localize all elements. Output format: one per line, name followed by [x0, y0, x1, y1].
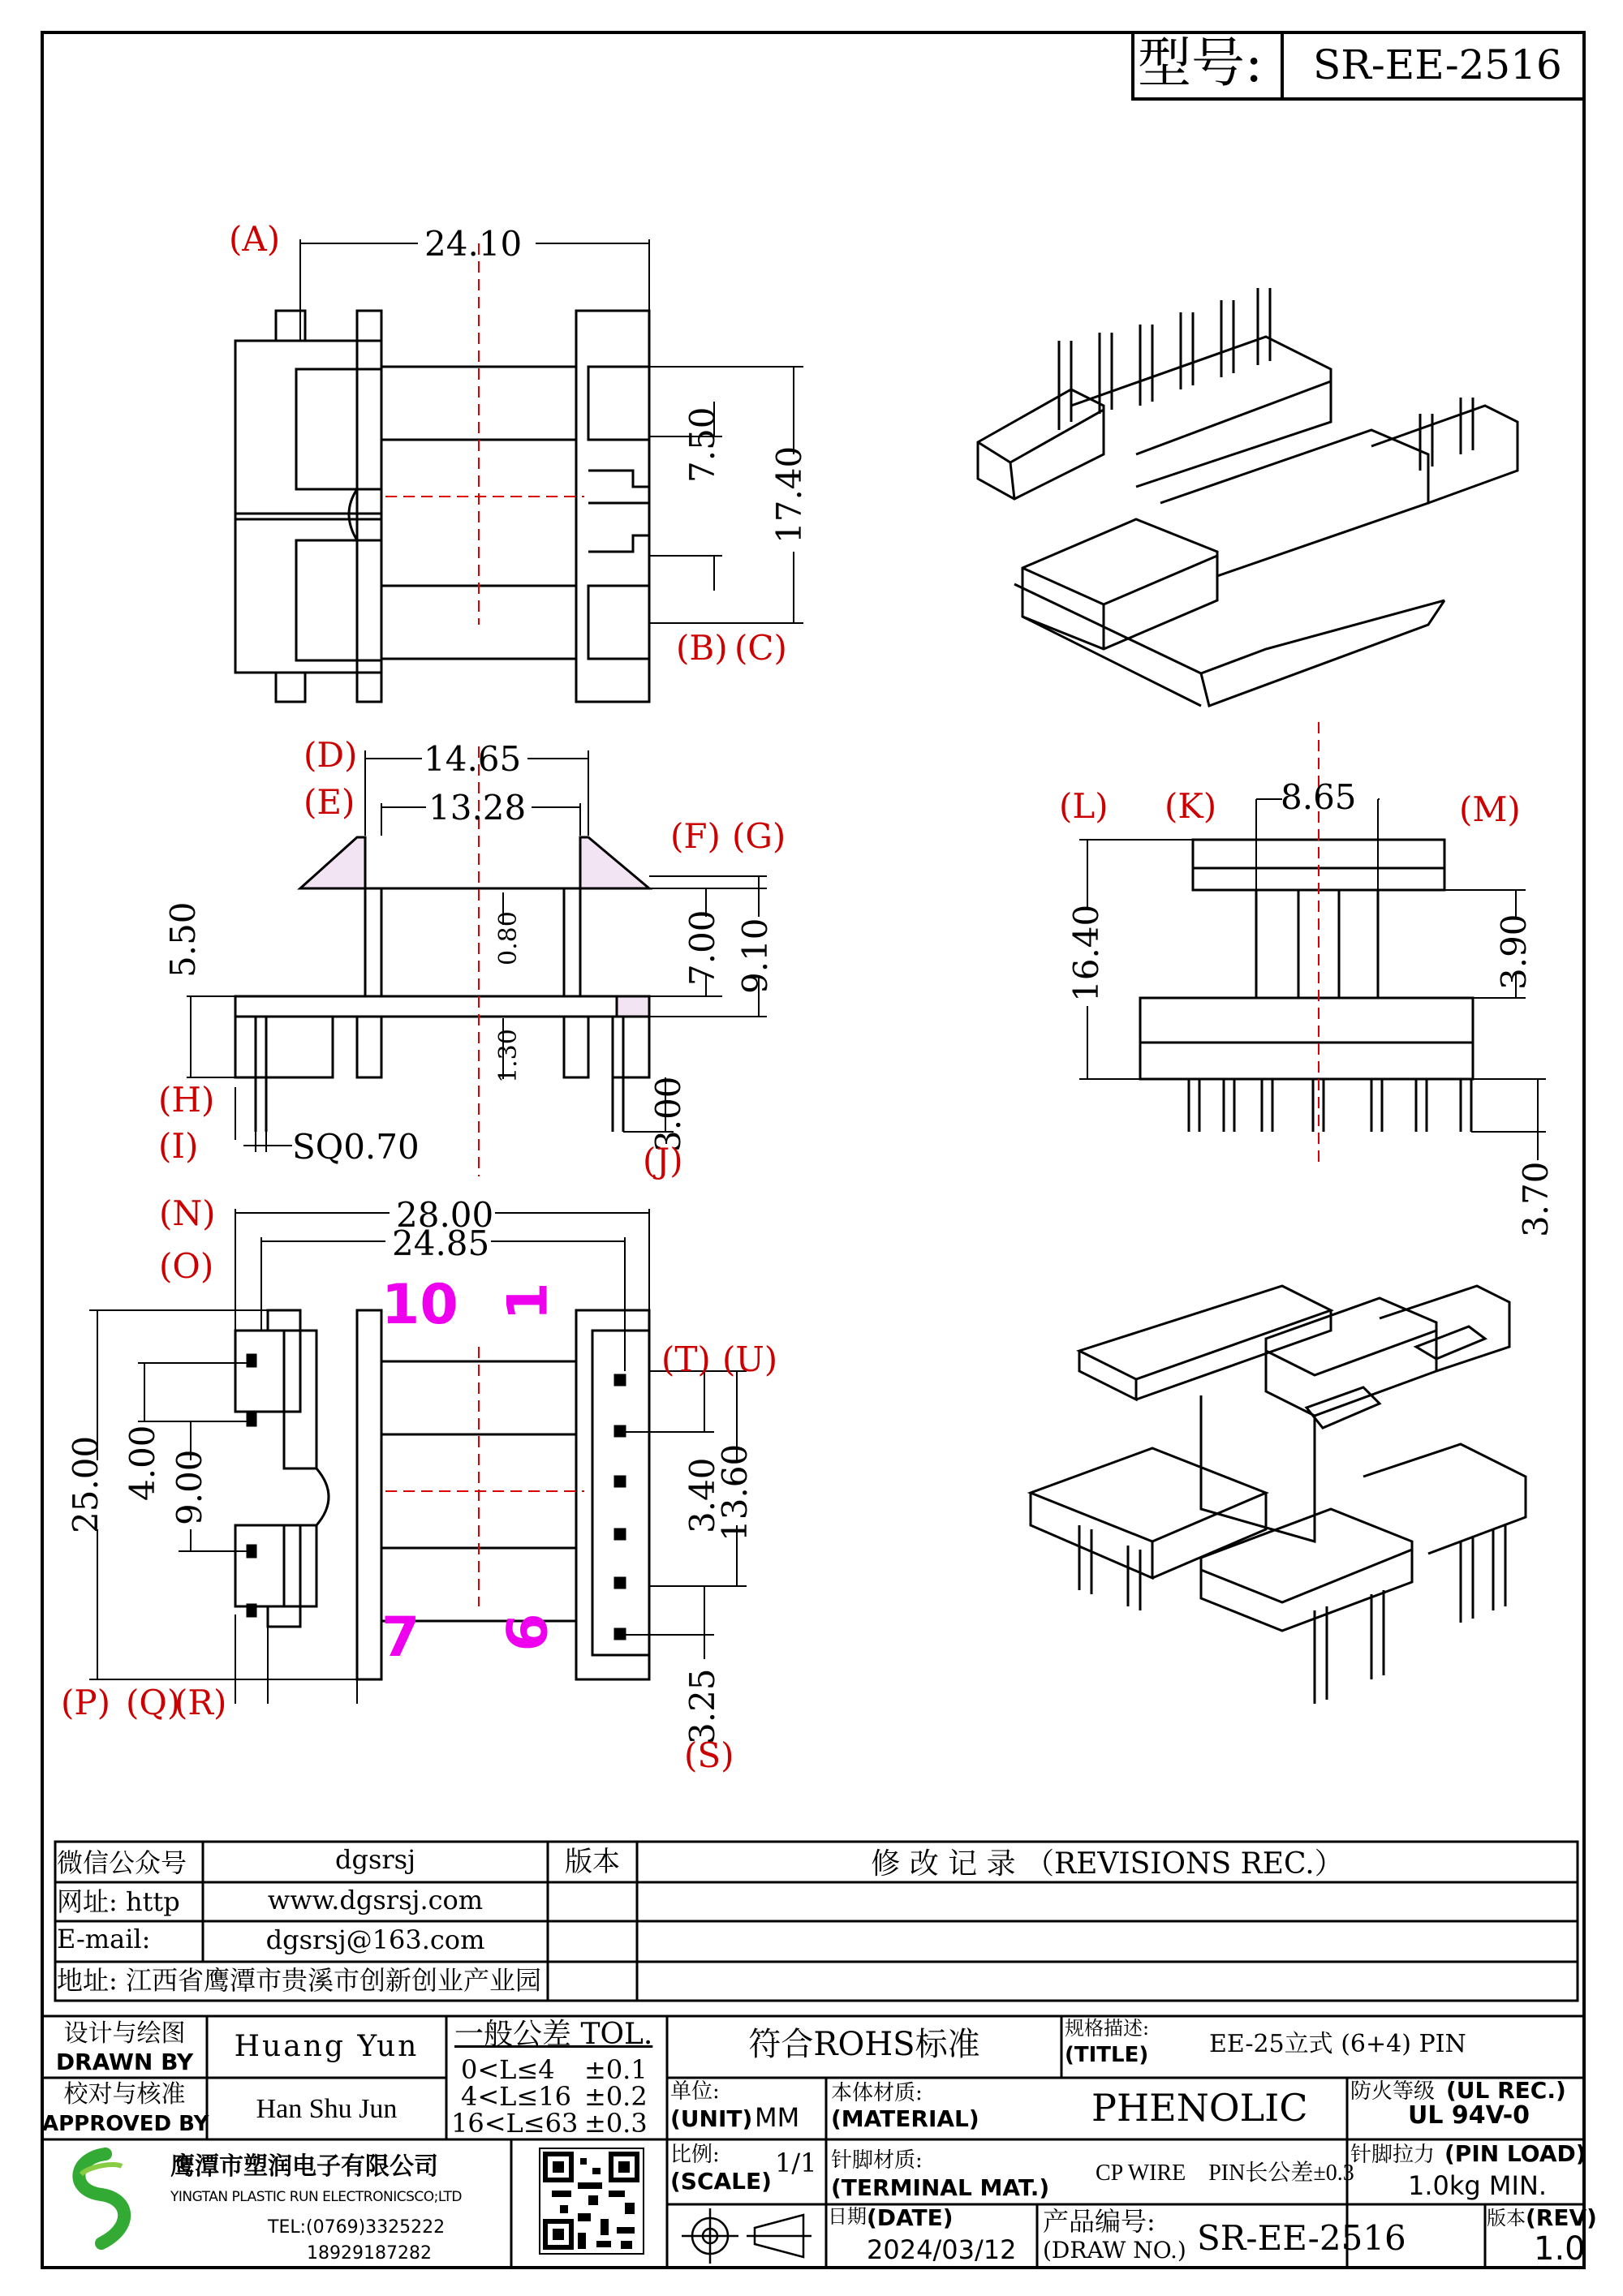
callout-d: (D)	[304, 735, 358, 775]
callout-g: (G)	[732, 816, 786, 856]
drawn-by-name: Huang Yun	[234, 2030, 420, 2063]
company-logo	[79, 2154, 124, 2243]
unit-value: MM	[755, 2102, 800, 2133]
rev-label-cn: 版本	[1487, 2207, 1526, 2229]
material-label-en: (MATERIAL)	[831, 2105, 979, 2132]
dim-24-10: 24.10	[424, 224, 523, 264]
wechat-value: dgsrsj	[334, 1844, 416, 1875]
end-view-drawing	[1140, 840, 1473, 1132]
pin-number-1: 1	[496, 1282, 561, 1321]
ul-label-cn: 防火等级	[1350, 2079, 1436, 2104]
dim-1-30: 1.30	[494, 1029, 523, 1083]
pin-load-label-cn: 针脚拉力	[1350, 2143, 1436, 2167]
callout-c: (C)	[734, 628, 787, 668]
isometric-view-bottom	[1031, 1286, 1526, 1704]
address: 地址: 江西省鹰潭市贵溪市创新创业产业园	[57, 1965, 541, 1996]
dim-3-90: 3.90	[1494, 914, 1534, 990]
callout-l: (L)	[1059, 786, 1109, 826]
tolerance-row-3-value: ±0.3	[584, 2108, 648, 2139]
pin-number-10: 10	[381, 1273, 458, 1337]
rev-label-en: (REV)	[1526, 2204, 1597, 2231]
dim-4-00: 4.00	[123, 1425, 162, 1501]
scale-value: 1/1	[775, 2148, 817, 2178]
dim-3-70: 3.70	[1516, 1161, 1556, 1237]
date-label-en: (DATE)	[867, 2204, 954, 2231]
rev-value: 1.0	[1534, 2230, 1586, 2268]
date-label-cn: 日期:	[828, 2205, 874, 2228]
callout-q: (Q)	[126, 1683, 181, 1722]
unit-label-en: (UNIT)	[670, 2105, 753, 2132]
email-label: E-mail:	[57, 1924, 151, 1954]
wechat-label: 微信公众号	[57, 1847, 187, 1878]
ul-label-en: (UL REC.)	[1446, 2077, 1566, 2104]
scale-label-en: (SCALE)	[670, 2168, 772, 2195]
company-name-en: YINGTAN PLASTIC RUN ELECTRONICSCO;LTD	[170, 2189, 462, 2205]
callout-e: (E)	[304, 782, 355, 822]
callout-s: (S)	[684, 1735, 734, 1775]
qr-code	[540, 2148, 644, 2254]
tolerance-title: 一般公差 TOL.	[454, 2018, 653, 2051]
callout-o: (O)	[159, 1246, 214, 1286]
email-value: dgsrsj@163.com	[265, 1924, 485, 1955]
dim-3-25: 3.25	[682, 1668, 722, 1744]
dim-9-00: 9.00	[170, 1449, 209, 1525]
drawn-by-cn: 设计与绘图	[63, 2019, 186, 2048]
pin-number-7: 7	[381, 1606, 420, 1670]
callout-f: (F)	[670, 816, 721, 856]
dim-24-85: 24.85	[392, 1223, 490, 1263]
company-tel: TEL:(0769)3325222	[268, 2217, 446, 2238]
unit-label-cn: 单位:	[670, 2079, 720, 2104]
dim-0-80: 0.80	[494, 911, 523, 965]
approved-by-name: Han Shu Jun	[256, 2094, 398, 2124]
tolerance-row-1-range: 0<L≤4	[461, 2054, 555, 2085]
pin-number-6: 6	[496, 1613, 561, 1652]
bottom-view-drawing	[235, 1310, 649, 1679]
callout-k: (K)	[1165, 786, 1217, 826]
dim-25-00: 25.00	[66, 1435, 105, 1533]
callout-b: (B)	[676, 628, 728, 668]
pin-size-label: SQ0.70	[292, 1127, 420, 1167]
callout-t: (T)	[661, 1339, 711, 1379]
revision-version-label: 版本	[565, 1846, 620, 1878]
web-value: www.dgsrsj.com	[267, 1885, 484, 1915]
tolerance-row-1-value: ±0.1	[584, 2054, 648, 2085]
dim-9-10: 9.10	[735, 918, 775, 994]
spec-value: EE-25立式 (6+4) PIN	[1209, 2030, 1466, 2058]
dim-3-40: 3.40	[682, 1457, 722, 1533]
side-view-drawing	[235, 837, 649, 1132]
revisions-title: 修 改 记 录 （REVISIONS REC.）	[871, 1847, 1344, 1881]
dim-3-00: 3.00	[648, 1076, 688, 1152]
draw-no-value: SR-EE-2516	[1197, 2218, 1406, 2258]
tolerance-row-3-range: 16<L≤63	[451, 2108, 579, 2139]
dim-5-50: 5.50	[163, 901, 203, 978]
callout-u: (U)	[722, 1339, 778, 1379]
projection-symbol	[682, 2208, 812, 2264]
approved-by-en: APPROVED BY	[42, 2112, 209, 2136]
pin-load-value: 1.0kg MIN.	[1408, 2170, 1548, 2201]
date-value: 2024/03/12	[867, 2234, 1017, 2265]
draw-no-label-en: (DRAW NO.)	[1043, 2237, 1186, 2264]
terminal-label-cn: 针脚材质:	[831, 2148, 923, 2173]
material-label-cn: 本体材质:	[831, 2081, 923, 2105]
web-label: 网址: http	[57, 1886, 180, 1917]
spec-label-en: (TITLE)	[1065, 2043, 1149, 2067]
dim-13-28: 13.28	[428, 788, 527, 828]
isometric-view-top	[978, 288, 1518, 706]
dim-13-60: 13.60	[715, 1443, 755, 1541]
dim-16-40: 16.40	[1066, 904, 1106, 1002]
callout-h: (H)	[158, 1080, 215, 1120]
ul-value: UL 94V-0	[1408, 2101, 1530, 2130]
company-name-cn: 鹰潭市塑润电子有限公司	[170, 2152, 438, 2181]
terminal-value: CP WIRE PIN长公差±0.3	[1096, 2161, 1354, 2186]
model-number-label: 型号:	[1138, 32, 1264, 94]
material-value: PHENOLIC	[1091, 2086, 1308, 2130]
dim-17-40: 17.40	[769, 445, 809, 544]
top-view-drawing	[235, 311, 649, 702]
dim-14-65: 14.65	[424, 739, 522, 779]
callout-a: (A)	[229, 219, 281, 259]
pin-load-label-en: (PIN LOAD)	[1444, 2140, 1586, 2167]
tolerance-row-2-range: 4<L≤16	[461, 2081, 571, 2112]
terminal-label-en: (TERMINAL MAT.)	[831, 2174, 1050, 2201]
spec-label-cn: 规格描述:	[1065, 2017, 1150, 2040]
callout-r: (R)	[174, 1683, 227, 1722]
callout-i: (I)	[158, 1126, 199, 1166]
dim-7-50: 7.50	[682, 406, 722, 483]
model-number-value: SR-EE-2516	[1313, 41, 1562, 88]
scale-label-cn: 比例:	[670, 2143, 720, 2167]
callout-m: (M)	[1459, 789, 1521, 829]
company-mobile: 18929187282	[307, 2243, 432, 2264]
top-view-dimensions	[300, 239, 803, 623]
dim-28-00: 28.00	[396, 1195, 494, 1235]
drawn-by-en: DRAWN BY	[55, 2049, 194, 2075]
callout-p: (P)	[61, 1683, 111, 1722]
tolerance-row-2-value: ±0.2	[584, 2081, 648, 2112]
callout-j: (J)	[643, 1141, 683, 1180]
dim-8-65: 8.65	[1281, 777, 1357, 817]
approved-by-cn: 校对与核准	[63, 2080, 186, 2109]
dim-7-00: 7.00	[682, 909, 722, 986]
rohs-compliance: 符合ROHS标准	[748, 2026, 980, 2063]
callout-n: (N)	[159, 1193, 216, 1233]
draw-no-label-cn: 产品编号:	[1043, 2206, 1156, 2237]
